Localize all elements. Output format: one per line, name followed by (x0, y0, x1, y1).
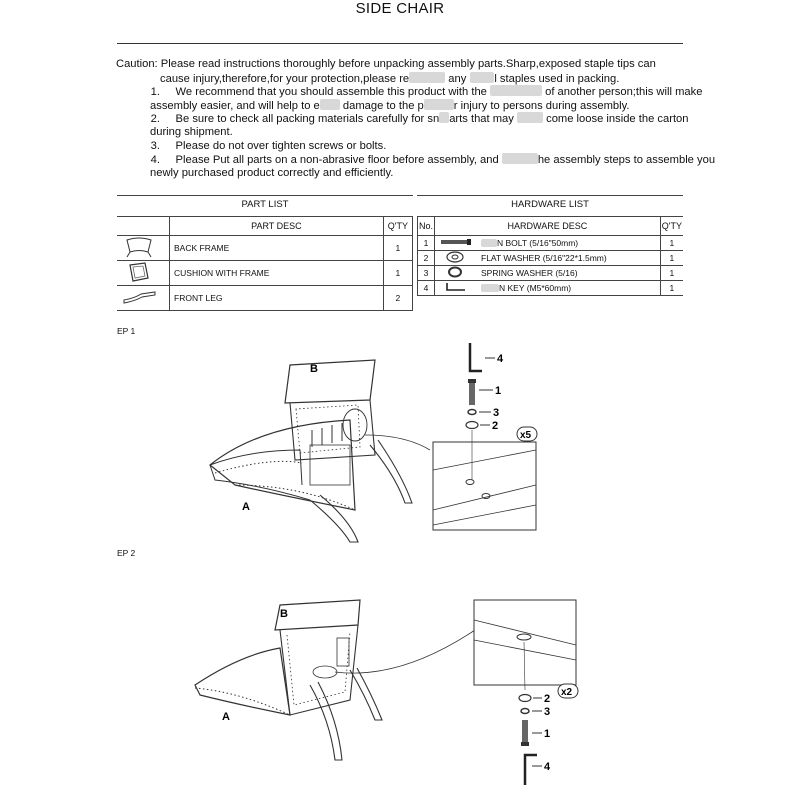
caution-line-1: Caution: Please read instructions thoroughly before unpacking assembly parts.Sharp,exposed staple tips can (116, 58, 656, 70)
hardware-desc: N KEY (M5*60mm) (499, 283, 572, 293)
hardware-list-table (417, 216, 683, 296)
table-row (117, 261, 413, 286)
back-frame-icon (117, 236, 170, 261)
table-row: 3 SPRING WASHER (5/16) 1 (418, 266, 684, 281)
allen-key-icon (435, 281, 478, 296)
part-list-table (117, 216, 413, 311)
redaction (439, 112, 449, 123)
cushion-icon (117, 261, 170, 286)
bolt-icon (435, 236, 478, 251)
qty-header: Q'TY (383, 217, 412, 236)
hardware-list-caption: HARDWARE LIST (511, 199, 589, 210)
caution-block (116, 58, 715, 180)
caution-text: any (448, 72, 467, 85)
callout-3: 3 (493, 407, 500, 419)
part-list-top-rule (117, 195, 413, 196)
table-row (117, 286, 413, 311)
part-desc-header: PART DESC (170, 217, 384, 236)
callout-1: 1 (544, 728, 551, 740)
part-b-label: B (310, 363, 318, 375)
hardware-desc: SPRING WASHER (5/16) (477, 266, 660, 281)
callout-2: 2 (492, 420, 499, 432)
step-2-multiplier: x2 (561, 687, 573, 698)
callout-4: 4 (497, 353, 504, 365)
part-b-label: B (280, 608, 288, 620)
part-qty: 2 (383, 286, 412, 311)
callout-4: 4 (544, 761, 551, 773)
table-row: 4 N KEY (M5*60mm) 1 (418, 281, 684, 296)
callout-3: 3 (544, 706, 551, 718)
instruction-3: 3. Please do not over tighten screws or bolts. (150, 139, 387, 152)
step-1-multiplier: x5 (520, 430, 532, 441)
part-a-label: A (242, 501, 250, 513)
part-list-caption: PART LIST (241, 199, 289, 210)
callout-1: 1 (495, 385, 502, 397)
redaction (409, 72, 445, 83)
caution-text: l staples used in packing. (494, 72, 620, 85)
step-1-diagram (190, 335, 550, 550)
step-2-label: EP 2 (117, 548, 136, 558)
hardware-desc-header: HARDWARE DESC (435, 217, 661, 236)
part-desc: FRONT LEG (170, 286, 384, 311)
table-row: 1 N BOLT (5/16"50mm) 1 (418, 236, 684, 251)
redaction (424, 99, 454, 110)
hardware-desc: FLAT WASHER (5/16"22*1.5mm) (477, 251, 660, 266)
redaction (470, 72, 494, 83)
instruction-1: 1. We recommend that you should assemble this product with the of another person;this will make (150, 86, 703, 99)
page-title: SIDE CHAIR (355, 0, 445, 17)
spring-washer-icon (435, 266, 478, 281)
part-qty: 1 (383, 261, 412, 286)
callout-2: 2 (544, 693, 551, 705)
step-2-diagram (180, 590, 580, 795)
redaction (481, 239, 497, 247)
instruction-4: 4. Please Put all parts on a non-abrasive floor before assembly, and he assembly steps to assemble you (150, 154, 716, 167)
redaction (502, 153, 538, 164)
no-header: No. (418, 217, 435, 236)
instruction-2: 2. Be sure to check all packing materials carefully for sn arts that may come loose inside the carton (150, 113, 689, 126)
table-row: 2 FLAT WASHER (5/16"22*1.5mm) 1 (418, 251, 684, 266)
part-a-label: A (222, 711, 230, 723)
part-qty: 1 (383, 236, 412, 261)
qty-header: Q'TY (660, 217, 683, 236)
title-divider (117, 43, 683, 44)
instruction-2-cont: during shipment. (150, 125, 233, 138)
redaction (320, 99, 340, 110)
part-desc: CUSHION WITH FRAME (170, 261, 384, 286)
flat-washer-icon (435, 251, 478, 266)
caution-line-2 (116, 72, 715, 86)
instruction-1-cont: assembly easier, and will help to e damage to the p r injury to persons during assembly. (150, 99, 630, 112)
hardware-list-top-rule (417, 195, 683, 196)
redaction (481, 284, 499, 292)
redaction (490, 85, 542, 96)
table-row (117, 236, 413, 261)
caution-text: cause injury,therefore,for your protection,please re (160, 72, 410, 85)
hardware-desc: N BOLT (5/16"50mm) (497, 238, 579, 248)
redaction (517, 112, 543, 123)
part-desc: BACK FRAME (170, 236, 384, 261)
step-1-label: EP 1 (117, 326, 136, 336)
front-leg-icon (117, 286, 170, 311)
instruction-4-cont: newly purchased product correctly and efficiently. (150, 166, 394, 179)
